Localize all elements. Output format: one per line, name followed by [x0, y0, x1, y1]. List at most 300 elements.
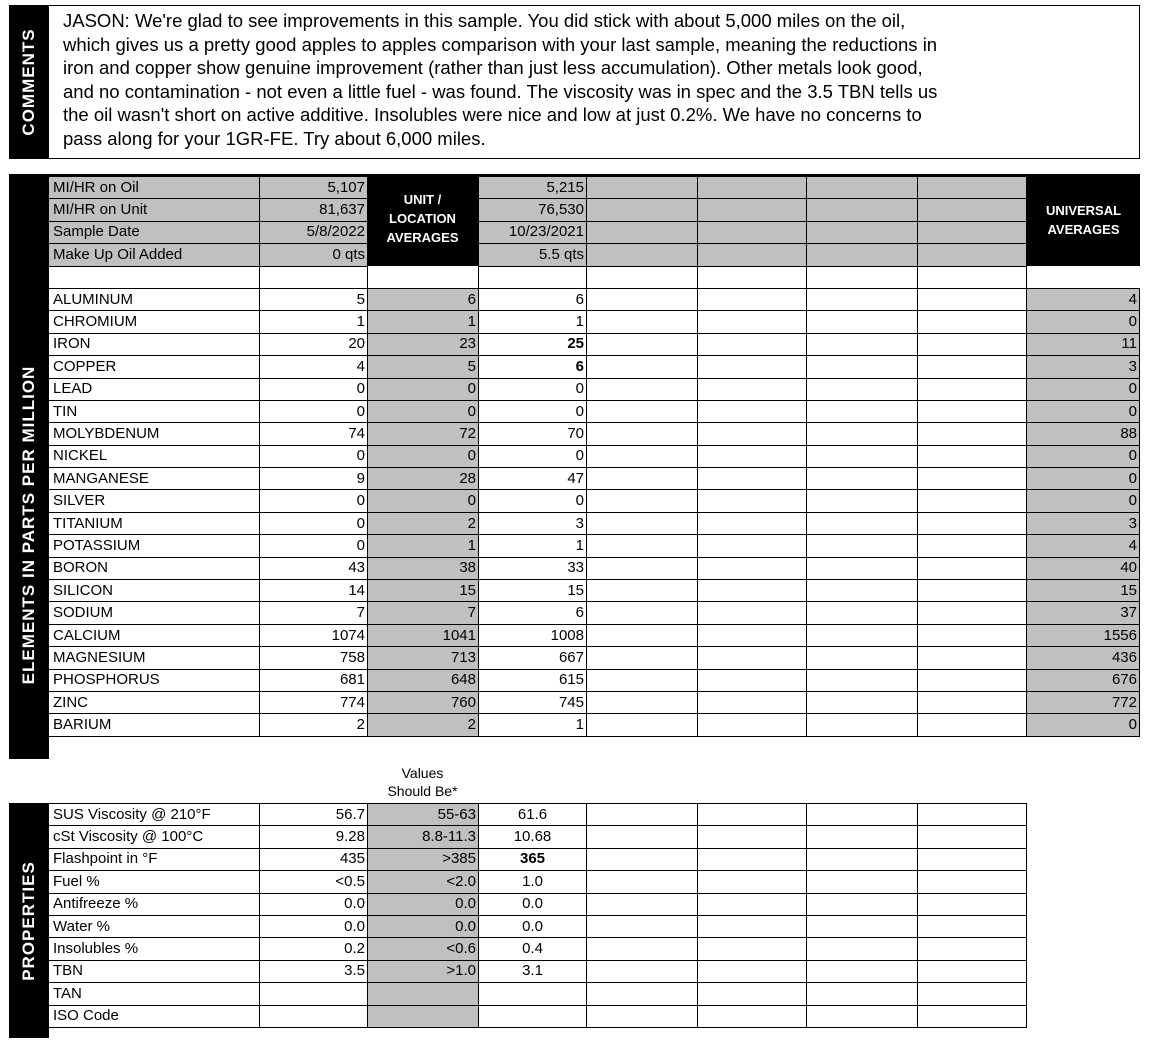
previous-value [479, 983, 587, 1005]
element-row [49, 557, 1140, 579]
element-name: SILVER [49, 490, 260, 512]
empty-cell [918, 199, 1027, 221]
universal-average-value: 40 [1027, 557, 1140, 579]
empty-cell [587, 1005, 698, 1027]
comment-line: iron and copper show genuine improvement (rather than just less accumulation). Other metals look good, [63, 57, 923, 78]
empty-cell [587, 266, 698, 288]
empty-cell [918, 669, 1027, 691]
should-be-value: 0.0 [368, 915, 479, 937]
current-value: 0.0 [260, 915, 368, 937]
element-name: TIN [49, 400, 260, 422]
empty-cell [807, 535, 918, 557]
elements-label: ELEMENTS IN PARTS PER MILLION [19, 365, 38, 685]
current-value: 0 [260, 490, 368, 512]
empty-cell [807, 804, 918, 826]
empty-cell [698, 423, 807, 445]
unit-average-value: 0 [368, 378, 479, 400]
empty-cell [807, 288, 918, 310]
element-name: ALUMINUM [49, 288, 260, 310]
unit-average-value: 5 [368, 356, 479, 378]
empty-cell [807, 871, 918, 893]
universal-average-value: 3 [1027, 512, 1140, 534]
property-row [49, 1005, 1027, 1027]
current-value: 9.28 [260, 826, 368, 848]
empty-cell [587, 983, 698, 1005]
current-value: 0 qts [260, 244, 368, 266]
previous-value: 1008 [479, 624, 587, 646]
empty-cell [918, 378, 1027, 400]
element-row [49, 400, 1140, 422]
unit-average-value: 713 [368, 647, 479, 669]
empty-cell [698, 960, 807, 982]
empty-cell [807, 557, 918, 579]
should-be-value: >1.0 [368, 960, 479, 982]
empty-cell [698, 400, 807, 422]
sample-info-label: MI/HR on Unit [49, 199, 260, 221]
element-name: SODIUM [49, 602, 260, 624]
element-row [49, 333, 1140, 355]
empty-cell [807, 221, 918, 243]
empty-cell [698, 177, 807, 199]
unit-averages-header-cell [368, 177, 479, 289]
universal-average-value: 0 [1027, 714, 1140, 736]
property-name: ISO Code [49, 1005, 260, 1027]
element-row [49, 580, 1140, 602]
previous-value: 47 [479, 468, 587, 490]
universal-average-value: 436 [1027, 647, 1140, 669]
empty-cell [587, 356, 698, 378]
empty-cell [587, 221, 698, 243]
empty-cell [587, 423, 698, 445]
current-value: 81,637 [260, 199, 368, 221]
unit-average-value: 0 [368, 400, 479, 422]
universal-average-value: 15 [1027, 580, 1140, 602]
universal-average-value: 0 [1027, 311, 1140, 333]
previous-value: 25 [479, 333, 587, 355]
universal-average-value: 0 [1027, 445, 1140, 467]
unit-average-value: 23 [368, 333, 479, 355]
sample-info-label: Make Up Oil Added [49, 244, 260, 266]
comment-line: which gives us a pretty good apples to apples comparison with your last sample, meaning the reductions in [63, 33, 938, 55]
property-row [49, 804, 1027, 826]
property-name: TAN [49, 983, 260, 1005]
empty-cell [698, 624, 807, 646]
property-row [49, 848, 1027, 870]
empty-cell [807, 423, 918, 445]
property-row [49, 871, 1027, 893]
empty-cell [807, 826, 918, 848]
current-value: 435 [260, 848, 368, 870]
empty-cell [918, 826, 1027, 848]
empty-cell [918, 691, 1027, 713]
empty-cell [698, 356, 807, 378]
previous-value: 33 [479, 557, 587, 579]
previous-value: 15 [479, 580, 587, 602]
properties-table [48, 803, 1027, 1028]
empty-cell [698, 714, 807, 736]
universal-averages-header: UNIVERSAL AVERAGES [1027, 176, 1140, 266]
current-value: 0 [260, 512, 368, 534]
current-value: 1074 [260, 624, 368, 646]
empty-cell [587, 199, 698, 221]
empty-cell [807, 244, 918, 266]
universal-average-value: 676 [1027, 669, 1140, 691]
element-row [49, 647, 1140, 669]
unit-average-value: 2 [368, 714, 479, 736]
sample-info-row [49, 244, 1140, 266]
should-be-value: <0.6 [368, 938, 479, 960]
should-be-value [368, 1005, 479, 1027]
previous-value: 667 [479, 647, 587, 669]
property-row [49, 960, 1027, 982]
empty-cell [587, 602, 698, 624]
element-name: PHOSPHORUS [49, 669, 260, 691]
empty-cell [918, 624, 1027, 646]
property-row [49, 893, 1027, 915]
previous-value: 6 [479, 288, 587, 310]
current-value: 774 [260, 691, 368, 713]
empty-cell [918, 647, 1027, 669]
unit-average-value: 38 [368, 557, 479, 579]
empty-cell [807, 468, 918, 490]
current-value: 5,107 [260, 177, 368, 199]
should-be-value: 55-63 [368, 804, 479, 826]
comment-line: and no contamination - not even a little fuel - was found. The viscosity was in spec and the 3.5 TBN tells us [63, 80, 938, 102]
current-value: 758 [260, 647, 368, 669]
unit-average-value: 72 [368, 423, 479, 445]
empty-cell [698, 535, 807, 557]
empty-cell [587, 580, 698, 602]
empty-cell [918, 490, 1027, 512]
previous-value: 0 [479, 445, 587, 467]
element-name: MOLYBDENUM [49, 423, 260, 445]
universal-average-value: 1556 [1027, 624, 1140, 646]
element-name: LEAD [49, 378, 260, 400]
empty-cell [807, 311, 918, 333]
element-row [49, 288, 1140, 310]
empty-cell [807, 266, 918, 288]
empty-cell [918, 915, 1027, 937]
empty-cell [807, 400, 918, 422]
empty-cell [807, 848, 918, 870]
empty-cell [918, 333, 1027, 355]
empty-cell [807, 177, 918, 199]
current-value: 9 [260, 468, 368, 490]
previous-value: 1 [479, 714, 587, 736]
empty-cell [698, 244, 807, 266]
empty-cell [807, 602, 918, 624]
previous-value: 76,530 [479, 199, 587, 221]
empty-cell [587, 468, 698, 490]
empty-cell [587, 691, 698, 713]
empty-cell [49, 266, 260, 288]
current-value: 56.7 [260, 804, 368, 826]
empty-cell [807, 580, 918, 602]
empty-cell [807, 445, 918, 467]
empty-cell [918, 512, 1027, 534]
empty-cell [918, 714, 1027, 736]
empty-cell [698, 893, 807, 915]
universal-average-value: 88 [1027, 423, 1140, 445]
comment-line: the oil wasn't short on active additive. Insolubles were nice and low at just 0.2%. We have no concerns to [63, 104, 922, 125]
unit-average-value: 648 [368, 669, 479, 691]
empty-cell [698, 512, 807, 534]
empty-cell [698, 669, 807, 691]
empty-cell [698, 468, 807, 490]
element-name: ZINC [49, 691, 260, 713]
property-row [49, 915, 1027, 937]
property-name: SUS Viscosity @ 210°F [49, 804, 260, 826]
previous-value: 0.0 [479, 915, 587, 937]
empty-cell [918, 1005, 1027, 1027]
sample-info-label: MI/HR on Oil [49, 177, 260, 199]
current-value: 43 [260, 557, 368, 579]
empty-cell [698, 691, 807, 713]
empty-cell [918, 535, 1027, 557]
empty-cell [587, 871, 698, 893]
element-row [49, 423, 1140, 445]
universal-average-value: 4 [1027, 288, 1140, 310]
current-value: 3.5 [260, 960, 368, 982]
empty-cell [807, 960, 918, 982]
empty-cell [918, 400, 1027, 422]
empty-cell [918, 468, 1027, 490]
empty-cell [698, 938, 807, 960]
empty-cell [698, 647, 807, 669]
property-name: Insolubles % [49, 938, 260, 960]
empty-cell [807, 490, 918, 512]
universal-averages-header-cell [1027, 177, 1140, 289]
empty-cell [587, 378, 698, 400]
current-value [260, 1005, 368, 1027]
unit-average-value: 1 [368, 311, 479, 333]
previous-value: 10/23/2021 [479, 221, 587, 243]
universal-average-value: 0 [1027, 490, 1140, 512]
comments-box [48, 5, 1140, 159]
previous-value: 1 [479, 535, 587, 557]
empty-cell [587, 893, 698, 915]
element-name: IRON [49, 333, 260, 355]
universal-average-value: 0 [1027, 378, 1140, 400]
empty-cell [587, 333, 698, 355]
empty-cell [698, 804, 807, 826]
current-value: 5/8/2022 [260, 221, 368, 243]
empty-cell [698, 871, 807, 893]
previous-value: 6 [479, 356, 587, 378]
empty-cell [698, 602, 807, 624]
property-row [49, 826, 1027, 848]
empty-cell [698, 378, 807, 400]
current-value: 0.0 [260, 893, 368, 915]
empty-cell [807, 714, 918, 736]
element-name: CALCIUM [49, 624, 260, 646]
empty-cell [587, 535, 698, 557]
empty-cell [698, 333, 807, 355]
comment-line: pass along for your 1GR-FE. Try about 6,000 miles. [63, 127, 486, 149]
current-value: 0.2 [260, 938, 368, 960]
current-value: 4 [260, 356, 368, 378]
empty-cell [587, 244, 698, 266]
previous-value: 0 [479, 378, 587, 400]
empty-cell [918, 557, 1027, 579]
empty-cell [587, 915, 698, 937]
elements-table [48, 176, 1140, 737]
comments-label: COMMENTS [18, 28, 38, 136]
empty-cell [587, 848, 698, 870]
should-be-value: <2.0 [368, 871, 479, 893]
empty-cell [807, 512, 918, 534]
empty-cell [918, 244, 1027, 266]
empty-cell [918, 960, 1027, 982]
empty-cell [698, 266, 807, 288]
empty-cell [587, 512, 698, 534]
element-row [49, 378, 1140, 400]
unit-average-value: 15 [368, 580, 479, 602]
element-row [49, 602, 1140, 624]
current-value: 1 [260, 311, 368, 333]
properties-label: PROPERTIES [19, 860, 38, 981]
current-value: <0.5 [260, 871, 368, 893]
empty-cell [807, 647, 918, 669]
element-row [49, 512, 1140, 534]
element-row [49, 490, 1140, 512]
empty-cell [807, 333, 918, 355]
element-name: MAGNESIUM [49, 647, 260, 669]
unit-average-value: 0 [368, 445, 479, 467]
unit-average-value: 1 [368, 535, 479, 557]
empty-cell [918, 602, 1027, 624]
element-name: NICKEL [49, 445, 260, 467]
element-name: BORON [49, 557, 260, 579]
universal-average-value: 772 [1027, 691, 1140, 713]
element-row [49, 356, 1140, 378]
element-row [49, 445, 1140, 467]
property-name: Water % [49, 915, 260, 937]
empty-cell [807, 1005, 918, 1027]
element-name: SILICON [49, 580, 260, 602]
previous-value: 0.4 [479, 938, 587, 960]
empty-cell [698, 199, 807, 221]
empty-cell [807, 915, 918, 937]
element-name: COPPER [49, 356, 260, 378]
universal-average-value: 4 [1027, 535, 1140, 557]
element-row [49, 535, 1140, 557]
comment-line: JASON: We're glad to see improvements in this sample. You did stick with about 5,000 miles on the oil, [63, 10, 906, 31]
empty-cell [918, 288, 1027, 310]
sample-info-row [49, 199, 1140, 221]
property-name: TBN [49, 960, 260, 982]
empty-cell [587, 960, 698, 982]
empty-cell [698, 580, 807, 602]
element-row [49, 669, 1140, 691]
empty-cell [698, 983, 807, 1005]
element-name: TITANIUM [49, 512, 260, 534]
empty-cell [587, 647, 698, 669]
empty-cell [698, 221, 807, 243]
empty-cell [918, 445, 1027, 467]
empty-cell [807, 669, 918, 691]
empty-cell [698, 915, 807, 937]
previous-value: 3.1 [479, 960, 587, 982]
should-be-value: >385 [368, 848, 479, 870]
current-value: 2 [260, 714, 368, 736]
empty-cell [587, 490, 698, 512]
empty-cell [587, 311, 698, 333]
empty-cell [918, 938, 1027, 960]
universal-average-value: 0 [1027, 400, 1140, 422]
empty-cell [807, 624, 918, 646]
element-row [49, 714, 1140, 736]
current-value: 0 [260, 445, 368, 467]
current-value: 7 [260, 602, 368, 624]
unit-average-value: 760 [368, 691, 479, 713]
empty-cell [587, 400, 698, 422]
empty-cell [587, 624, 698, 646]
current-value [260, 983, 368, 1005]
empty-cell [587, 714, 698, 736]
empty-cell [807, 199, 918, 221]
empty-cell [918, 311, 1027, 333]
previous-value: 5,215 [479, 177, 587, 199]
property-name: Fuel % [49, 871, 260, 893]
empty-cell [698, 1005, 807, 1027]
element-name: MANGANESE [49, 468, 260, 490]
previous-value: 0 [479, 490, 587, 512]
empty-cell [479, 266, 587, 288]
previous-value: 745 [479, 691, 587, 713]
empty-cell [698, 557, 807, 579]
empty-cell [587, 288, 698, 310]
empty-cell [918, 871, 1027, 893]
empty-cell [587, 445, 698, 467]
previous-value: 1.0 [479, 871, 587, 893]
should-be-value: 0.0 [368, 893, 479, 915]
unit-average-value: 0 [368, 490, 479, 512]
property-name: cSt Viscosity @ 100°C [49, 826, 260, 848]
element-row [49, 311, 1140, 333]
values-should-be-note: Values Should Be* [387, 765, 458, 799]
empty-cell [587, 938, 698, 960]
unit-averages-header: UNIT / LOCATION AVERAGES [367, 176, 478, 266]
property-row [49, 938, 1027, 960]
universal-average-value: 11 [1027, 333, 1140, 355]
previous-value: 6 [479, 602, 587, 624]
current-value: 20 [260, 333, 368, 355]
empty-cell [807, 893, 918, 915]
property-row [49, 983, 1027, 1005]
universal-average-value: 3 [1027, 356, 1140, 378]
empty-cell [698, 311, 807, 333]
previous-value: 61.6 [479, 804, 587, 826]
empty-cell [807, 356, 918, 378]
current-value: 74 [260, 423, 368, 445]
previous-value: 365 [479, 848, 587, 870]
empty-cell [918, 580, 1027, 602]
property-name: Flashpoint in °F [49, 848, 260, 870]
unit-average-value: 6 [368, 288, 479, 310]
empty-cell [807, 691, 918, 713]
comments-sidebar [9, 5, 48, 159]
element-name: CHROMIUM [49, 311, 260, 333]
element-row [49, 624, 1140, 646]
current-value: 0 [260, 400, 368, 422]
spacer-row [49, 266, 1140, 288]
sample-info-label: Sample Date [49, 221, 260, 243]
previous-value [479, 1005, 587, 1027]
empty-cell [918, 983, 1027, 1005]
empty-cell [698, 490, 807, 512]
previous-value: 10.68 [479, 826, 587, 848]
